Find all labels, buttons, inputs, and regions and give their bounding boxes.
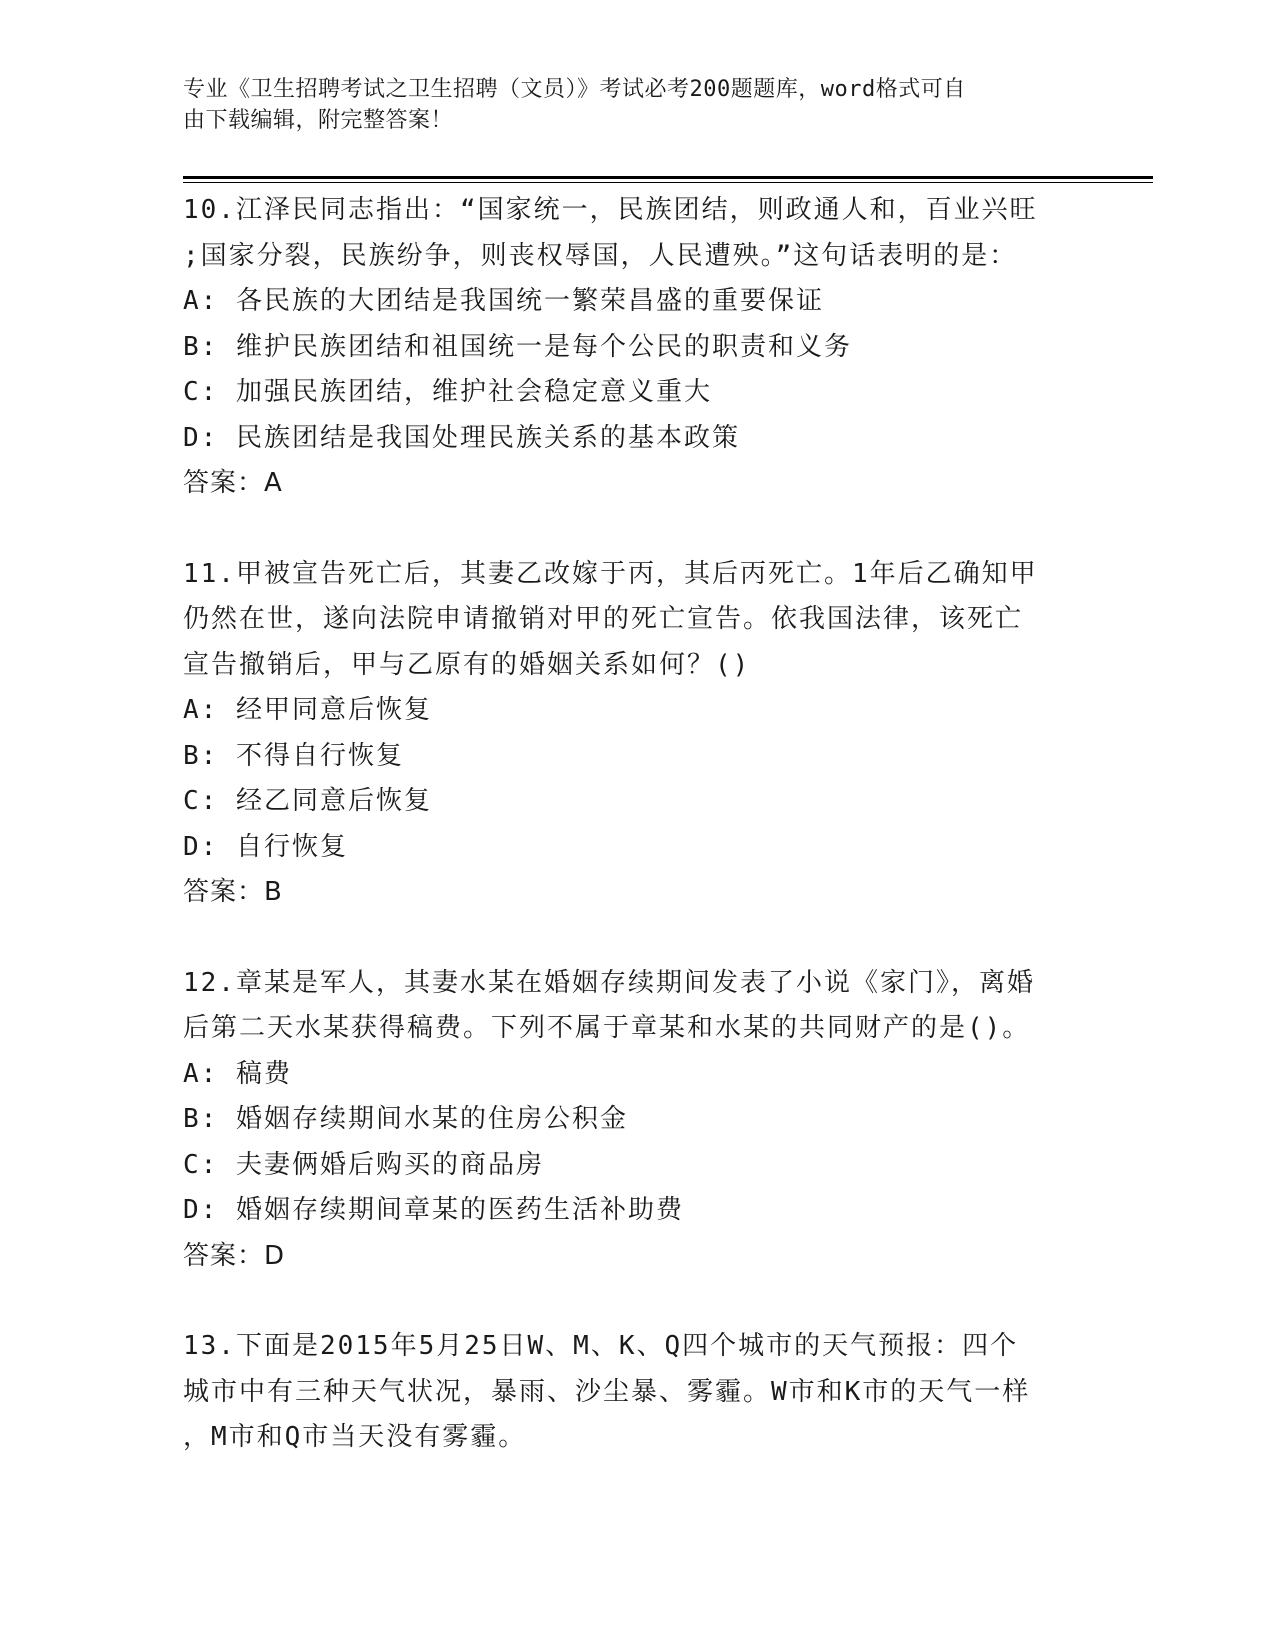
answer-line: 答案：A	[183, 468, 283, 498]
option-a: A: 经甲同意后恢复	[183, 695, 432, 725]
option-a: A: 稿费	[183, 1058, 292, 1089]
option-b: B: 维护民族团结和祖国统一是每个公民的职责和义务	[183, 331, 852, 362]
question-stem-line: 13.下面是2015年5月25日W、M、K、Q四个城市的天气预报：四个	[183, 1331, 1019, 1361]
question-stem-line: 10.江泽民同志指出：“国家统一，民族团结，则政通人和，百业兴旺	[183, 195, 1038, 225]
question-13	[183, 1324, 1083, 1461]
option-c: C: 加强民族团结，维护社会稳定意义重大	[183, 377, 712, 407]
question-stem-line: 城市中有三种天气状况，暴雨、沙尘暴、雾霾。W市和K市的天气一样	[183, 1376, 1031, 1407]
option-c: C: 经乙同意后恢复	[183, 786, 432, 816]
option-c: C: 夫妻俩婚后购买的商品房	[183, 1149, 544, 1180]
question-stem-line: 仍然在世，遂向法院申请撤销对甲的死亡宣告。依我国法律，该死亡	[183, 604, 1024, 634]
header-divider-thick	[183, 176, 1153, 179]
question-stem-line: ;国家分裂，民族纷争，则丧权辱国，人民遭殃。”这句话表明的是：	[183, 240, 1018, 271]
header-divider-thin	[183, 182, 1153, 183]
header-line: 由下载编辑，附完整答案！	[183, 108, 454, 133]
option-d: D: 婚姻存续期间章某的医药生活补助费	[183, 1195, 684, 1225]
document-header	[183, 74, 1063, 136]
option-a: A: 各民族的大团结是我国统一繁荣昌盛的重要保证	[183, 286, 824, 316]
option-d: D: 自行恢复	[183, 831, 348, 862]
question-list	[183, 188, 1083, 1506]
header-line: 专业《卫生招聘考试之卫生招聘（文员）》考试必考200题题库，word格式可自	[183, 77, 966, 102]
question-stem-line: 后第二天水某获得稿费。下列不属于章某和水某的共同财产的是()。	[183, 1013, 1031, 1043]
question-11	[183, 552, 1083, 916]
answer-line: 答案：D	[183, 1240, 286, 1271]
option-d: D: 民族团结是我国处理民族关系的基本政策	[183, 422, 740, 453]
question-12	[183, 961, 1083, 1280]
option-b: B: 婚姻存续期间水某的住房公积金	[183, 1104, 628, 1134]
answer-line: 答案：B	[183, 877, 283, 907]
question-stem-line: ，M市和Q市当天没有雾霾。	[183, 1422, 527, 1452]
option-b: B: 不得自行恢复	[183, 740, 404, 771]
question-stem-line: 12.章某是军人，其妻水某在婚姻存续期间发表了小说《家门》，离婚	[183, 967, 1035, 998]
question-10	[183, 188, 1083, 507]
question-stem-line: 11.甲被宣告死亡后，其妻乙改嫁于丙，其后丙死亡。1年后乙确知甲	[183, 558, 1038, 589]
question-stem-line: 宣告撤销后，甲与乙原有的婚姻关系如何？()	[183, 649, 751, 680]
